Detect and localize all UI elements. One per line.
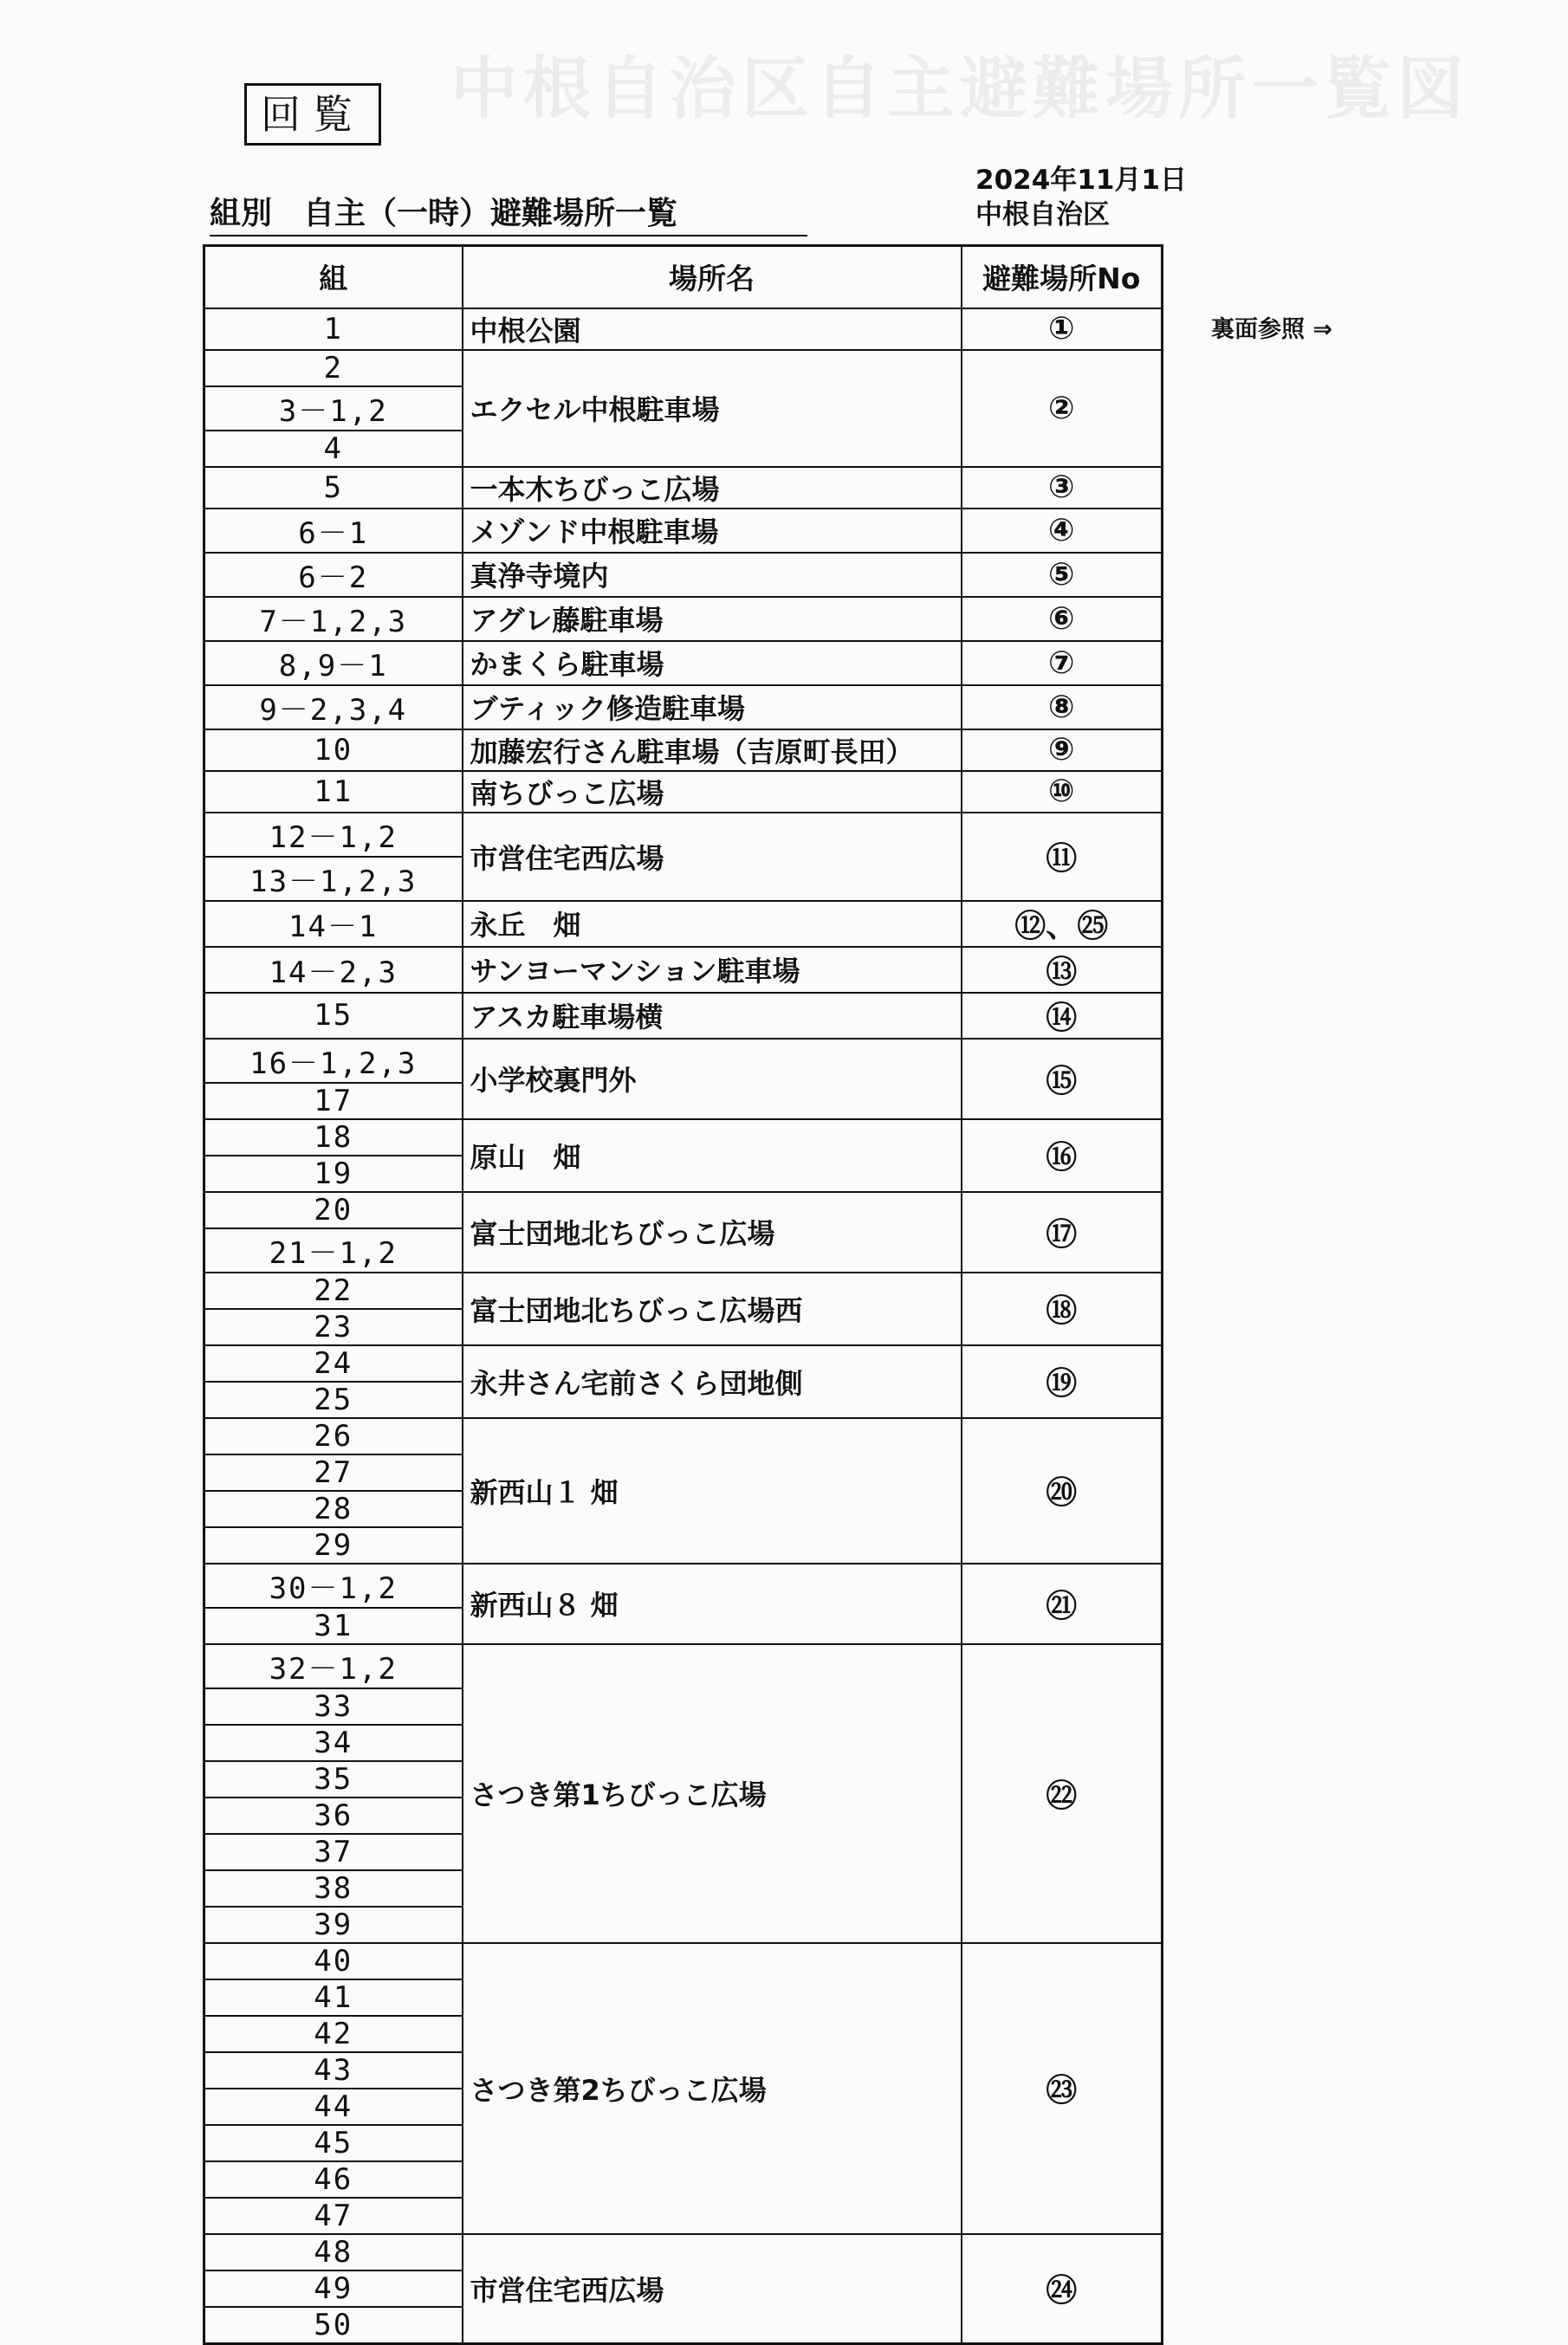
group-cell: 6－1 [204, 509, 463, 553]
site-number-cell: ⑭ [962, 993, 1163, 1039]
group-cell: 38 [204, 1870, 463, 1907]
group-cell: 27 [204, 1454, 463, 1491]
group-cell: 10 [204, 729, 463, 771]
group-cell: 47 [204, 2198, 463, 2234]
site-number-cell: ⑮ [962, 1039, 1163, 1119]
table-row [204, 350, 1163, 386]
site-number-cell: ⑳ [962, 1418, 1163, 1564]
table-row [204, 729, 1163, 771]
table-row [204, 597, 1163, 641]
place-name-cell: 市営住宅西広場 [463, 813, 962, 901]
site-number-cell: ⑪ [962, 813, 1163, 901]
group-cell: 46 [204, 2161, 463, 2198]
group-cell: 19 [204, 1156, 463, 1192]
site-number-cell: ⑬ [962, 947, 1163, 993]
header-place: 場所名 [463, 246, 962, 308]
group-cell: 17 [204, 1083, 463, 1119]
header-number: 避難場所No [962, 246, 1163, 308]
site-number-cell: ⑦ [962, 641, 1163, 685]
group-cell: 39 [204, 1907, 463, 1943]
table-row [204, 901, 1163, 947]
table-row [204, 1943, 1163, 1979]
site-number-cell: ㉓ [962, 1943, 1163, 2234]
group-cell: 28 [204, 1491, 463, 1527]
table-row [204, 1418, 1163, 1454]
group-cell: 1 [204, 308, 463, 350]
table-row [204, 1273, 1163, 1309]
place-name-cell: 一本木ちびっこ広場 [463, 467, 962, 509]
table-row [204, 308, 1163, 350]
group-cell: 14－1 [204, 901, 463, 947]
header-group: 組 [204, 246, 463, 308]
site-number-cell: ⑰ [962, 1192, 1163, 1273]
site-number-cell: ⑱ [962, 1273, 1163, 1345]
group-cell: 2 [204, 350, 463, 386]
table-row [204, 685, 1163, 729]
place-name-cell: 新西山８ 畑 [463, 1564, 962, 1644]
group-cell: 36 [204, 1798, 463, 1834]
place-name-cell: 加藤宏行さん駐車場（吉原町長田） [463, 729, 962, 771]
place-name-cell: エクセル中根駐車場 [463, 350, 962, 467]
group-cell: 15 [204, 993, 463, 1039]
table-row [204, 813, 1163, 857]
site-number-cell: ⑩ [962, 771, 1163, 813]
table-row [204, 1039, 1163, 1083]
table-row [204, 2234, 1163, 2271]
table-row [204, 553, 1163, 597]
group-cell: 48 [204, 2234, 463, 2271]
group-cell: 45 [204, 2125, 463, 2161]
table-row [204, 1564, 1163, 1608]
site-number-cell: ㉒ [962, 1644, 1163, 1943]
group-cell: 33 [204, 1688, 463, 1725]
place-name-cell: 新西山１ 畑 [463, 1418, 962, 1564]
site-number-cell: ⑨ [962, 729, 1163, 771]
group-cell: 21－1,2 [204, 1228, 463, 1273]
see-reverse-note: 裏面参照 ⇒ [1211, 316, 1333, 343]
table-header-row [204, 246, 1163, 308]
table-row [204, 1119, 1163, 1156]
place-name-cell: 真浄寺境内 [463, 553, 962, 597]
place-name-cell: 南ちびっこ広場 [463, 771, 962, 813]
group-cell: 26 [204, 1418, 463, 1454]
group-cell: 9－2,3,4 [204, 685, 463, 729]
place-name-cell: 永丘 畑 [463, 901, 962, 947]
circulation-stamp: 回覧 [244, 83, 381, 146]
group-cell: 37 [204, 1834, 463, 1870]
site-number-cell: ⑲ [962, 1345, 1163, 1418]
place-name-cell: サンヨーマンション駐車場 [463, 947, 962, 993]
group-cell: 32－1,2 [204, 1644, 463, 1688]
group-cell: 5 [204, 467, 463, 509]
place-name-cell: ブティック修造駐車場 [463, 685, 962, 729]
place-name-cell: 市営住宅西広場 [463, 2234, 962, 2344]
place-name-cell: 小学校裏門外 [463, 1039, 962, 1119]
place-name-cell: さつき第2ちびっこ広場 [463, 1943, 962, 2234]
site-number-cell: ⑧ [962, 685, 1163, 729]
group-cell: 4 [204, 431, 463, 467]
table-row [204, 1644, 1163, 1688]
place-name-cell: 原山 畑 [463, 1119, 962, 1192]
site-number-cell: ⑤ [962, 553, 1163, 597]
group-cell: 34 [204, 1725, 463, 1761]
place-name-cell: 中根公園 [463, 308, 962, 350]
place-name-cell: アグレ藤駐車場 [463, 597, 962, 641]
site-number-cell: ④ [962, 509, 1163, 553]
site-number-cell: ① [962, 308, 1163, 350]
group-cell: 23 [204, 1309, 463, 1345]
place-name-cell: 永井さん宅前さくら団地側 [463, 1345, 962, 1418]
place-name-cell: メゾンド中根駐車場 [463, 509, 962, 553]
table-row [204, 993, 1163, 1039]
group-cell: 35 [204, 1761, 463, 1798]
table-row [204, 467, 1163, 509]
page-title: 組別 自主（一時）避難場所一覧 [210, 189, 807, 236]
table-row [204, 509, 1163, 553]
site-number-cell: ③ [962, 467, 1163, 509]
site-number-cell: ⑯ [962, 1119, 1163, 1192]
group-cell: 22 [204, 1273, 463, 1309]
site-number-cell: ㉔ [962, 2234, 1163, 2344]
group-cell: 44 [204, 2089, 463, 2125]
district-name: 中根自治区 [975, 199, 1110, 230]
group-cell: 41 [204, 1979, 463, 2016]
table-row [204, 1345, 1163, 1382]
group-cell: 43 [204, 2052, 463, 2089]
group-cell: 40 [204, 1943, 463, 1979]
group-cell: 24 [204, 1345, 463, 1382]
table-row [204, 641, 1163, 685]
group-cell: 50 [204, 2307, 463, 2344]
group-cell: 31 [204, 1608, 463, 1644]
issue-date: 2024年11月1日 [975, 165, 1187, 196]
group-cell: 14－2,3 [204, 947, 463, 993]
group-cell: 49 [204, 2271, 463, 2307]
place-name-cell: かまくら駐車場 [463, 641, 962, 685]
group-cell: 6－2 [204, 553, 463, 597]
place-name-cell: 富士団地北ちびっこ広場西 [463, 1273, 962, 1345]
group-cell: 29 [204, 1527, 463, 1564]
table-row [204, 947, 1163, 993]
group-cell: 42 [204, 2016, 463, 2052]
group-cell: 30－1,2 [204, 1564, 463, 1608]
group-cell: 3－1,2 [204, 386, 463, 431]
group-cell: 13－1,2,3 [204, 857, 463, 901]
group-cell: 16－1,2,3 [204, 1039, 463, 1083]
faint-background-title: 中根自治区自主避難場所一覧図 [450, 50, 1470, 128]
group-cell: 7－1,2,3 [204, 597, 463, 641]
group-cell: 11 [204, 771, 463, 813]
place-name-cell: さつき第1ちびっこ広場 [463, 1644, 962, 1943]
group-cell: 12－1,2 [204, 813, 463, 857]
site-number-cell: ⑥ [962, 597, 1163, 641]
group-cell: 20 [204, 1192, 463, 1228]
site-number-cell: ⑫、㉕ [962, 901, 1163, 947]
group-cell: 25 [204, 1382, 463, 1418]
place-name-cell: アスカ駐車場横 [463, 993, 962, 1039]
table-row [204, 1192, 1163, 1228]
table-row [204, 771, 1163, 813]
group-cell: 8,9－1 [204, 641, 463, 685]
group-cell: 18 [204, 1119, 463, 1156]
site-number-cell: ㉑ [962, 1564, 1163, 1644]
evacuation-site-table [203, 244, 1163, 2345]
place-name-cell: 富士団地北ちびっこ広場 [463, 1192, 962, 1273]
site-number-cell: ② [962, 350, 1163, 467]
